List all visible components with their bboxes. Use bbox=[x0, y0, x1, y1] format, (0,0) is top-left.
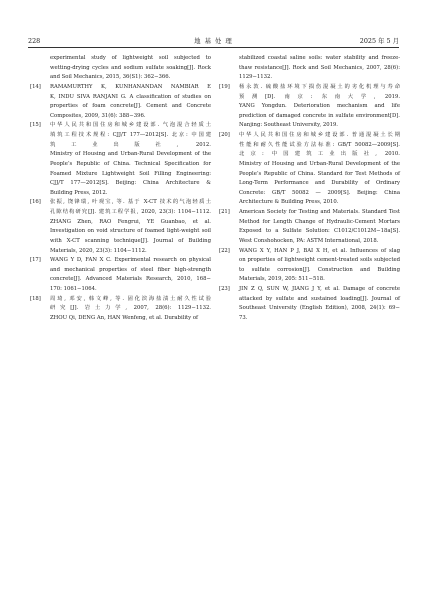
reference-text-line: RAMAMURTHY K, KUNHANANDAN NAMBIAR E bbox=[50, 83, 211, 90]
reference-number: [17] bbox=[30, 257, 41, 264]
reference-text-line: stabilized coastal saline soils: water stability and freeze- bbox=[239, 55, 400, 61]
reference-text-line: Method for Length Change of Hydraulic-Cement Mortars bbox=[239, 218, 400, 225]
reference-text-line: 张振, 饶锋瑞, 叶观宝, 等. 基于 X-CT 技术的气泡轻质土 bbox=[50, 199, 211, 206]
reference-text-line: CJJ/T 177—2012[S]. Beijing: China Architecture & bbox=[50, 180, 211, 187]
reference-text-line: JIN Z Q, SUN W, JIANG J Y, et al. Damage of concrete bbox=[239, 286, 400, 292]
journal-title: 地 基 处 理 bbox=[194, 37, 233, 45]
reference-text-line: experimental study of lightweight soil subjected to bbox=[50, 55, 211, 61]
reference-text-line: 170: 1061−1064. bbox=[50, 286, 97, 292]
reference-text-line: American Society for Testing and Materials. Standard Test bbox=[239, 209, 400, 215]
reference-text-line: 北京: 中国建筑工业出版社, 2010. bbox=[239, 151, 400, 158]
reference-text-line: and Soil Mechanics, 2015, 36(S1): 362−366. bbox=[50, 74, 171, 81]
left-column bbox=[30, 54, 211, 324]
reference-entry bbox=[30, 121, 211, 198]
reference-number: [16] bbox=[30, 199, 41, 206]
reference-text-line: 研究[J]. 岩土力学, 2007, 28(6): 1129−1132. bbox=[50, 305, 211, 312]
reference-text-line: on properties of lightweight cement-treated soils subjected bbox=[239, 257, 400, 264]
reference-text-line: to sulfate corrosion[J]. Construction and Building bbox=[239, 266, 400, 273]
reference-text-line: properties of foam concrete[J]. Cement and Concrete bbox=[50, 103, 211, 110]
reference-number: [14] bbox=[30, 83, 41, 90]
reference-text-line: and mechanical properties of steel fiber high-strength bbox=[50, 266, 211, 273]
reference-text-line: Long-Term Performance and Durability of Ordinary bbox=[239, 180, 400, 187]
reference-text-line: 预测[D]. 南京: 东南大学, 2019. bbox=[239, 93, 400, 100]
reference-text-line: 性能和耐久性能试验方法标准: GB/T 50082—2009[S]. bbox=[239, 141, 400, 148]
reference-continuation bbox=[219, 54, 400, 83]
reference-text-line: People’s Republic of China. Technical Specification for bbox=[50, 160, 211, 167]
reference-text-line: 73. bbox=[239, 314, 248, 321]
reference-text-line: thaw resistance[J]. Rock and Soil Mechanics, 2007, 28(6): bbox=[239, 64, 400, 71]
reference-text-line: Materials, 2019, 205: 511−518. bbox=[239, 276, 325, 283]
reference-text-line: Building Press, 2012. bbox=[50, 189, 108, 196]
reference-text-line: K, INDU SIVA RANJANI G. A classification of studies on bbox=[50, 93, 211, 100]
reference-text-line: Architecture & Building Press, 2010. bbox=[239, 199, 339, 206]
reference-text-line: 筑工业出版社, 2012. bbox=[50, 141, 211, 148]
reference-text-line: attacked by sulfate and sustained loading[J]. Journal of bbox=[239, 295, 400, 302]
reference-entry bbox=[219, 247, 400, 286]
reference-text-line: West Conshohocken, PA: ASTM International, 2018. bbox=[239, 237, 379, 244]
reference-entry bbox=[30, 295, 211, 324]
reference-number: [15] bbox=[30, 122, 41, 129]
reference-text-line: 周琦, 邓安, 韩文峰, 等. 固化滨海盐渍土耐久性试验 bbox=[50, 295, 211, 302]
reference-text-line: 1129−1132. bbox=[239, 74, 273, 81]
reference-text-line: Concrete: GB/T 50082 — 2009[S]. Beijing: China bbox=[239, 189, 400, 196]
reference-text-line: 杨永敦. 硫酸盐环境下损伤混凝土的劣化机理与寿命 bbox=[239, 83, 400, 90]
reference-continuation bbox=[30, 54, 211, 83]
reference-number: [18] bbox=[30, 295, 41, 302]
reference-number: [23] bbox=[219, 286, 230, 292]
reference-entry bbox=[219, 285, 400, 324]
header-rule bbox=[28, 47, 399, 48]
reference-text-line: WANG Y D, FAN X C. Experimental research on physical bbox=[50, 257, 211, 264]
reference-entry bbox=[30, 256, 211, 295]
reference-text-line: wetting-drying cycles and sodium sulfate soaking[J]. Rock bbox=[50, 64, 211, 71]
reference-number: [21] bbox=[219, 209, 230, 215]
reference-text-line: WANG X Y, HAN P J, BAI X H, et al. Influences of slag bbox=[239, 247, 400, 254]
reference-text-line: Composites, 2009, 31(6): 388−396. bbox=[50, 112, 146, 119]
reference-text-line: Investigation on void structure of foamed light-weight soil bbox=[50, 228, 211, 235]
reference-entry bbox=[219, 83, 400, 131]
reference-text-line: prediction of damaged concrete in sulfate environment[D]. bbox=[239, 112, 400, 119]
reference-entry bbox=[219, 208, 400, 247]
reference-text-line: Exposed to a Sulfate Solution: C1012/C1012M−18a[S]. bbox=[239, 228, 400, 235]
reference-entry bbox=[30, 198, 211, 256]
reference-text-line: 中华人民共和国住房和城乡建设部. 普通混凝土长期 bbox=[239, 132, 400, 138]
reference-text-line: Foamed Mixture Lightweight Soil Filling Engineering: bbox=[50, 170, 211, 177]
reference-text-line: Ministry of Housing and Urban-Rural Development of the bbox=[50, 151, 211, 158]
right-column bbox=[219, 54, 400, 324]
reference-text-line: ZHANG Zhen, RAO Fengrui, YE Guanbao, et al. bbox=[50, 218, 211, 225]
reference-text-line: 填筑工程技术规程: CJJ/T 177—2012[S]. 北京: 中国建 bbox=[50, 132, 211, 138]
page-number: 228 bbox=[28, 37, 41, 45]
reference-text-line: with X-CT scanning technique[J]. Journal of Building bbox=[50, 237, 211, 244]
reference-entry bbox=[219, 131, 400, 208]
running-header bbox=[28, 36, 399, 46]
reference-text-line: Materials, 2020, 23(3): 1104−1112. bbox=[50, 247, 147, 254]
reference-number: [20] bbox=[219, 132, 230, 138]
reference-text-line: ZHOU Qi, DENG An, HAN Wenfeng, et al. Durability of bbox=[50, 314, 198, 321]
reference-text-line: 孔隙结构研究[J]. 建筑工程学报, 2020, 23(3): 1104−1112. bbox=[50, 209, 211, 215]
reference-text-line: 中华人民共和国住房和城乡建设部. 气泡混合轻质土 bbox=[50, 122, 211, 129]
reference-text-line: Ministry of Housing and Urban-Rural Development of the bbox=[239, 160, 400, 167]
reference-text-line: Southeast University (English Edition), 2008, 24(1): 69− bbox=[239, 305, 400, 312]
reference-entry bbox=[30, 83, 211, 122]
reference-text-line: YANG Yongdun. Deterioration mechanism and life bbox=[239, 103, 400, 110]
issue-date: 2025 年 5 月 bbox=[359, 37, 399, 45]
reference-text-line: People’s Republic of China. Standard for Test Methods of bbox=[239, 170, 400, 177]
reference-text-line: concrete[J]. Advanced Materials Research, 2010, 168− bbox=[50, 276, 211, 283]
reference-number: [19] bbox=[219, 83, 230, 90]
reference-number: [22] bbox=[219, 247, 230, 254]
reference-text-line: Nanjing: Southeast University, 2019. bbox=[239, 122, 338, 129]
